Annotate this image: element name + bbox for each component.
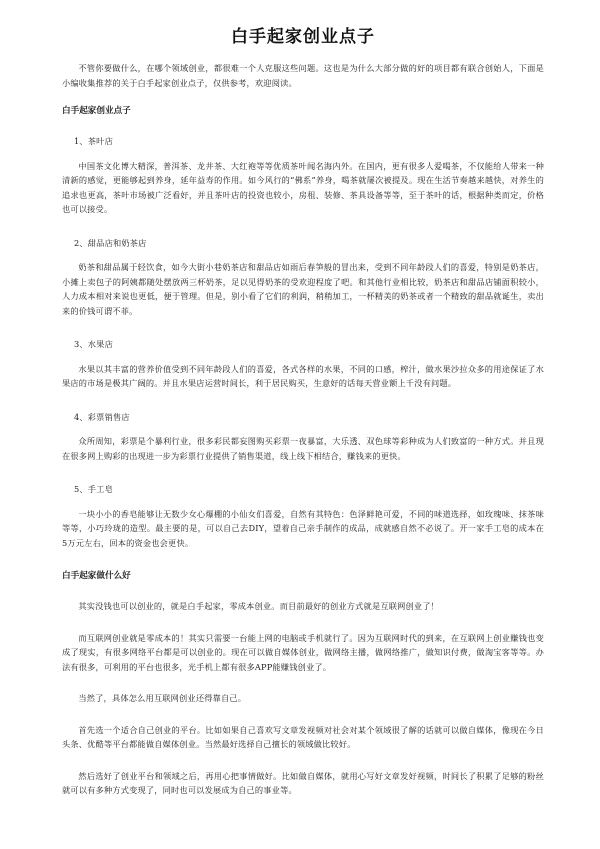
paragraph: 首先选一个适合自己创业的平台。比如如果自己喜欢写文章发视频对社会对某个领域很了解的话就可以做自媒体，像现在今日头条、优酷等平台都能做自媒体创业。当然最好选择自己擅长的领域做比较好。 [62,724,544,749]
item-title: 2、甜品店和奶茶店 [74,237,147,248]
item-body: 众所周知，彩票是个暴利行业，很多彩民都妄图购买彩票一夜暴富，大乐透、双色球等彩种成为人们致富的一种方式。并且现在很多网上购彩的出现进一步为彩票行业提供了销售渠道，线上线下相结合，赚钱来的更快。 [62,436,544,461]
item-title: 4、彩票销售店 [74,411,130,422]
page-title: 白手起家创业点子 [231,27,375,47]
section-heading: 白手起家创业点子 [62,106,131,116]
item-title: 5、手工皂 [74,484,113,494]
paragraph: 当然了，具体怎么用互联网创业还得靠自己。 [78,693,247,703]
paragraph: 其实没钱也可以创业的，就是白手起家，零成本创业。而目前最好的创业方式就是互联网创业了！ [78,601,440,611]
item-title: 3、水果店 [74,339,113,349]
item-body: 中国茶文化博大精深，普洱茶、龙井茶、大红袍等等优质茶叶闻名海内外。在国内，更有很多人爱喝茶，不仅能给人带来一种清新的感觉，更能够起到养身，延年益寿的作用。如今风行的“佛系”养身，喝茶就屡次被提及。现在生活节奏越来越快，对养生的追求也更高，茶叶市场被广泛看好，并且茶叶店的投资也较小，房租、装修、茶具设备等等，至于茶叶的话，根据种类而定，价格也可以接受。 [62,160,544,214]
intro-paragraph: 不管你要做什么，在哪个领域创业，都很难一个人克服这些问题。这也是为什么大部分做的好的项目都有联合创始人，下面是小编收集推荐的关于白手起家创业点子，仅供参考，欢迎阅读。 [62,63,544,88]
item-body: 水果以其丰富的营养价值受到不同年龄段人们的喜爱，各式各样的水果，不同的口感，榨汁，做水果沙拉众多的用途保证了水果店的市场是极其广阔的。并且水果店运营时间长，利于居民购买，生意好的话每天营业额上千没有问题。 [62,363,544,388]
item-body: 奶茶和甜品属于轻饮食，如今大街小巷奶茶店和甜品店如雨后春笋般的冒出来，受到不同年龄段人们的喜爱，特别是奶茶店，小摊上卖包子的阿姨都随处摆放两三杯奶茶，足以见得奶茶的受欢迎程度了吧。和其他行业相比较，奶茶店和甜品店铺面积较小，人力成本相对来说也更低，便于管理。但是，别小看了它们的利润，稍稍加工，一杯精美的奶茶或者一个精致的甜品就诞生，卖出来的价钱可谓不菲。 [62,262,544,316]
paragraph: 而互联网创业就是零成本的！其实只需要一台能上网的电脑或手机就行了。因为互联网时代的到来，在互联网上创业赚钱也变成了现实，有很多网络平台都是可以创业的。现在可以做自媒体创业，做网络主播，做网络推广，做知识付费，做淘宝客等等。办法有很多，可利用的平台也很多，光手机上都有很多APP能赚钱创业了。 [62,632,544,672]
paragraph: 然后选好了创业平台和领域之后，再用心把事情做好。比如做自媒体，就用心写好文章发好视频，时间长了积累了足够的粉丝就可以有多种方式变现了，同时也可以发展成为自己的事业等。 [62,770,544,795]
item-title: 1、茶叶店 [74,136,113,146]
section-heading: 白手起家做什么好 [62,571,131,581]
item-body: 一块小小的香皂能够让无数少女心爆棚的小仙女们喜爱，自然有其特色：色泽鲜艳可爱，不同的味道选择，如玫瑰味、抹茶味等等，小巧玲珑的造型。最主要的是，可以自己去DIY，望着自己亲手制作的成品，成就感自然不必说了。开一家手工皂的成本在5万元左右，回本的资金也会更快。 [62,508,544,548]
